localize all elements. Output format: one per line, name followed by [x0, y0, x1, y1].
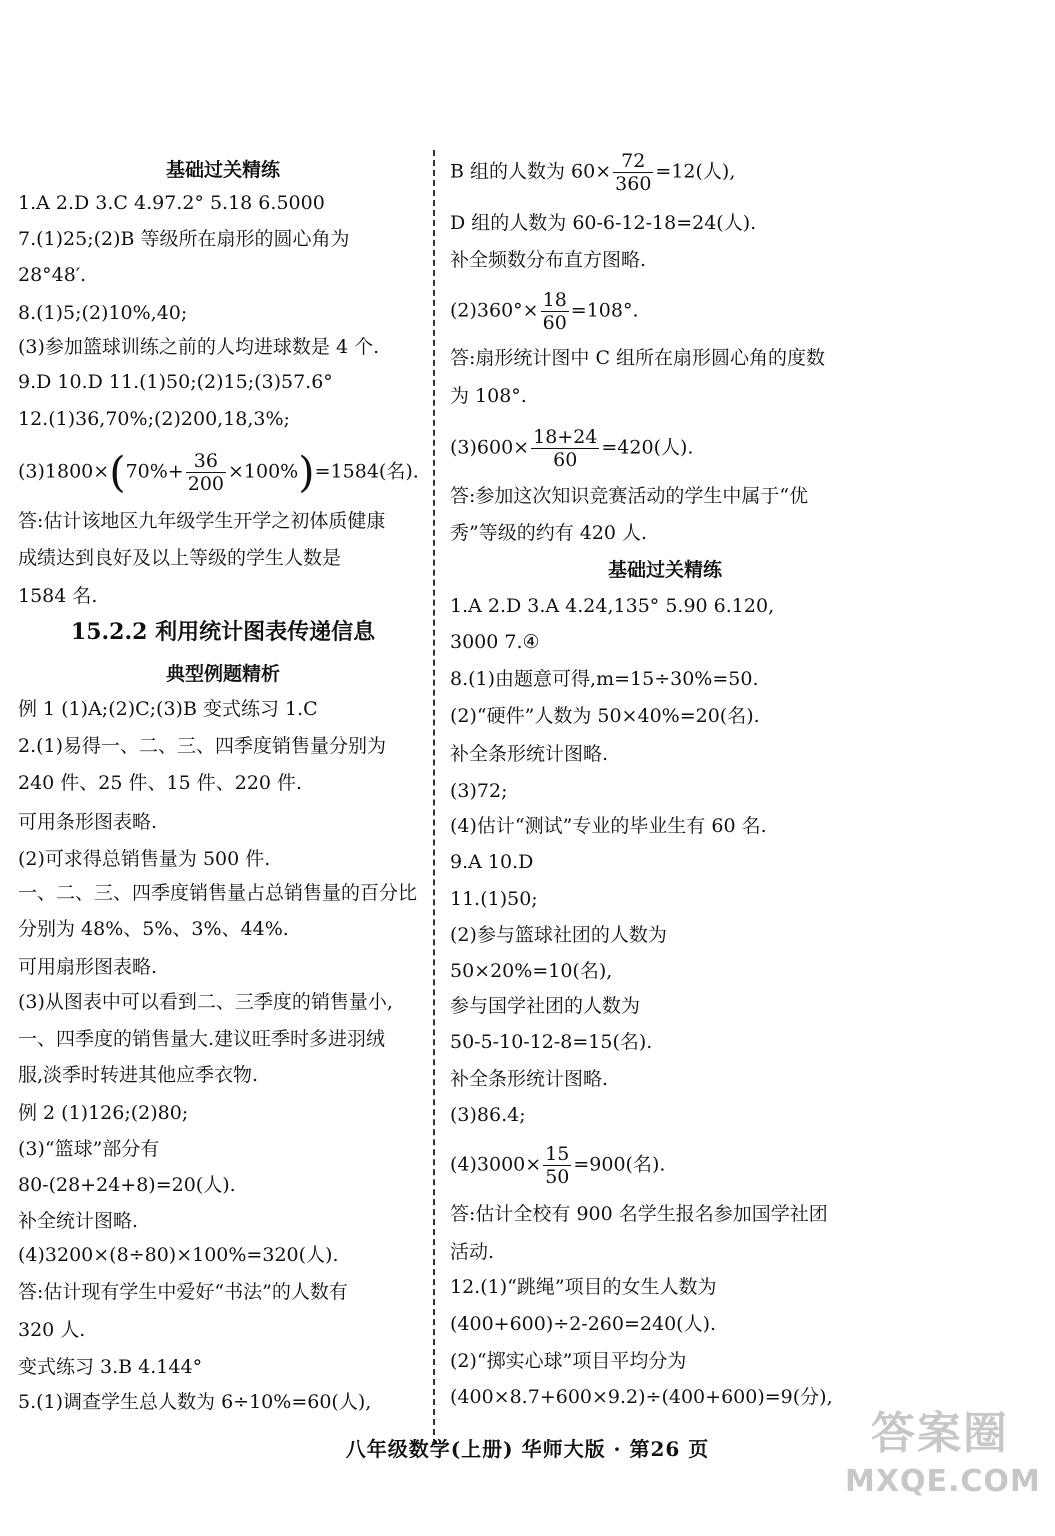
answer-line: 例 1 (1)A;(2)C;(3)B 变式练习 1.C [18, 698, 318, 720]
column-divider [433, 150, 435, 1445]
answer-line: 28°48′. [18, 264, 87, 286]
answer-line: 12.(1)36,70%;(2)200,18,3%; [18, 408, 290, 430]
answer-line: 9.D 10.D 11.(1)50;(2)15;(3)57.6° [18, 371, 333, 393]
answer-line: 2.(1)易得一、二、三、四季度销售量分别为 [18, 735, 387, 757]
section-heading-examples: 典型例题精析 [165, 663, 280, 685]
formula-line [450, 1143, 665, 1188]
fraction [613, 150, 653, 195]
formula-line [450, 150, 735, 195]
answer-line: 3000 7.④ [450, 631, 540, 653]
watermark-text: 答案圈 [871, 1408, 1009, 1459]
answer-line: 活动. [450, 1241, 495, 1263]
left-paren: ( [109, 447, 126, 497]
answer-line: 为 108°. [450, 385, 527, 407]
fraction-denominator: 60 [553, 449, 578, 471]
answer-line: 50×20%=10(名), [450, 960, 613, 982]
answer-line: 答:估计该地区九年级学生开学之初体质健康 [18, 510, 386, 532]
fraction [186, 450, 226, 495]
fraction-numerator: 72 [613, 150, 653, 173]
fraction-numerator: 18 [542, 289, 567, 311]
fraction-numerator: 36 [186, 450, 226, 473]
answer-line: (3)86.4; [450, 1104, 526, 1126]
answer-line: 8.(1)由题意可得,m=15÷30%=50. [450, 668, 759, 690]
answer-line: 1.A 2.D 3.A 4.24,135° 5.90 6.120, [450, 595, 775, 617]
watermark-url: MXQE.COM [845, 1464, 1041, 1499]
fraction-numerator: 15 [545, 1143, 570, 1165]
formula-text: =108°. [570, 299, 639, 322]
fraction [541, 289, 569, 334]
answer-line: 7.(1)25;(2)B 等级所在扇形的圆心角为 [18, 228, 350, 250]
answer-line: 1584 名. [18, 585, 98, 607]
fraction-numerator: 18+24 [533, 426, 598, 448]
answer-line: 11.(1)50; [450, 888, 538, 910]
answer-line: 补全频数分布直方图略. [450, 249, 647, 271]
answer-line: 240 件、25 件、15 件、220 件. [18, 772, 303, 794]
fraction-denominator: 60 [542, 312, 567, 334]
answer-line: 9.A 10.D [450, 851, 534, 873]
formula-text: 70%+ [125, 460, 184, 483]
answer-line: 补全统计图略. [18, 1210, 139, 1232]
answer-line: (400+600)÷2-260=240(人). [450, 1313, 717, 1335]
page-footer: 八年级数学(上册) 华师大版 · 第26 页 [345, 1437, 710, 1461]
answer-line: (2)参与篮球社团的人数为 [450, 924, 667, 946]
formula-line [450, 289, 639, 334]
answer-line: 答:参加这次知识竞赛活动的学生中属于“优 [450, 485, 809, 507]
answer-line: 补全条形统计图略. [450, 1068, 609, 1090]
answer-line: (400×8.7+600×9.2)÷(400+600)=9(分), [450, 1386, 833, 1408]
answer-line: (3)参加篮球训练之前的人均进球数是 4 个. [18, 336, 380, 358]
answer-line: 可用扇形图表略. [18, 956, 158, 978]
answer-line: 秀”等级的约有 420 人. [450, 522, 648, 544]
formula-text: =420(人). [601, 436, 694, 459]
fraction [543, 1143, 571, 1188]
answer-line: 补全条形统计图略. [450, 743, 609, 765]
formula-line [450, 426, 693, 471]
fraction-denominator: 360 [615, 173, 652, 195]
formula-text: (3)1800× [18, 460, 110, 483]
answer-line: (4)估计“测试”专业的毕业生有 60 名. [450, 815, 767, 837]
answer-line: 80-(28+24+8)=20(人). [18, 1174, 236, 1196]
answer-line: 8.(1)5;(2)10%,40; [18, 302, 188, 324]
answer-line: 成绩达到良好及以上等级的学生人数是 [18, 547, 342, 569]
formula-text: B 组的人数为 60× [450, 160, 612, 183]
answer-line: 12.(1)“跳绳”项目的女生人数为 [450, 1276, 717, 1298]
formula-text: (4)3000× [450, 1153, 542, 1176]
formula-text: =1584(名). [314, 460, 419, 483]
fraction-denominator: 200 [187, 473, 224, 495]
answer-line: 一、四季度的销售量大.建议旺季时多进羽绒 [18, 1028, 386, 1050]
answer-line: 变式练习 3.B 4.144° [18, 1356, 203, 1378]
answer-line: 分别为 48%、5%、3%、44%. [18, 918, 289, 940]
formula-text: (2)360°× [450, 299, 539, 322]
section-title: 15.2.2 利用统计图表传递信息 [70, 619, 376, 645]
answer-line: 服,淡季时转进其他应季衣物. [18, 1064, 259, 1086]
answer-line: 例 2 (1)126;(2)80; [18, 1102, 189, 1124]
formula-text: =900(名). [573, 1153, 666, 1176]
fraction [531, 426, 599, 471]
right-paren: ) [298, 447, 315, 497]
formula-text: ×100% [228, 460, 299, 483]
answer-line: 答:扇形统计图中 C 组所在扇形圆心角的度数 [450, 347, 826, 369]
answer-line: 1.A 2.D 3.C 4.97.2° 5.18 6.5000 [18, 192, 325, 214]
answer-line: (3)“篮球”部分有 [18, 1138, 160, 1160]
answer-line: 答:估计全校有 900 名学生报名参加国学社团 [450, 1203, 828, 1225]
answer-line: (3)72; [450, 780, 508, 802]
answer-line: (2)“掷实心球”项目平均分为 [450, 1350, 687, 1372]
answer-line: 可用条形图表略. [18, 811, 158, 833]
answer-line: D 组的人数为 60-6-12-18=24(人). [450, 212, 757, 234]
answer-line: 5.(1)调查学生总人数为 6÷10%=60(人), [18, 1391, 372, 1413]
formula-text: =12(人), [655, 160, 736, 183]
answer-line: 参与国学社团的人数为 [450, 995, 641, 1017]
watermark-logo [845, 1406, 1041, 1516]
answer-line: (2)可求得总销售量为 500 件. [18, 848, 271, 870]
fraction-denominator: 50 [545, 1166, 570, 1188]
answer-line: (2)“硬件”人数为 50×40%=20(名). [450, 705, 760, 727]
section-heading-basic-practice: 基础过关精练 [165, 159, 280, 181]
answer-line: 答:估计现有学生中爱好“书法”的人数有 [18, 1281, 348, 1303]
formula-text: (3)600× [450, 436, 530, 459]
answer-line: 320 人. [18, 1319, 86, 1341]
answer-line: 一、二、三、四季度销售量占总销售量的百分比 [18, 882, 418, 904]
answer-line: 50-5-10-12-8=15(名). [450, 1031, 653, 1053]
answer-line: (3)从图表中可以看到二、三季度的销售量小, [18, 991, 393, 1013]
formula-line [18, 447, 419, 497]
answer-line: (4)3200×(8÷80)×100%=320(人). [18, 1244, 339, 1266]
section-heading-basic-practice: 基础过关精练 [607, 559, 722, 581]
